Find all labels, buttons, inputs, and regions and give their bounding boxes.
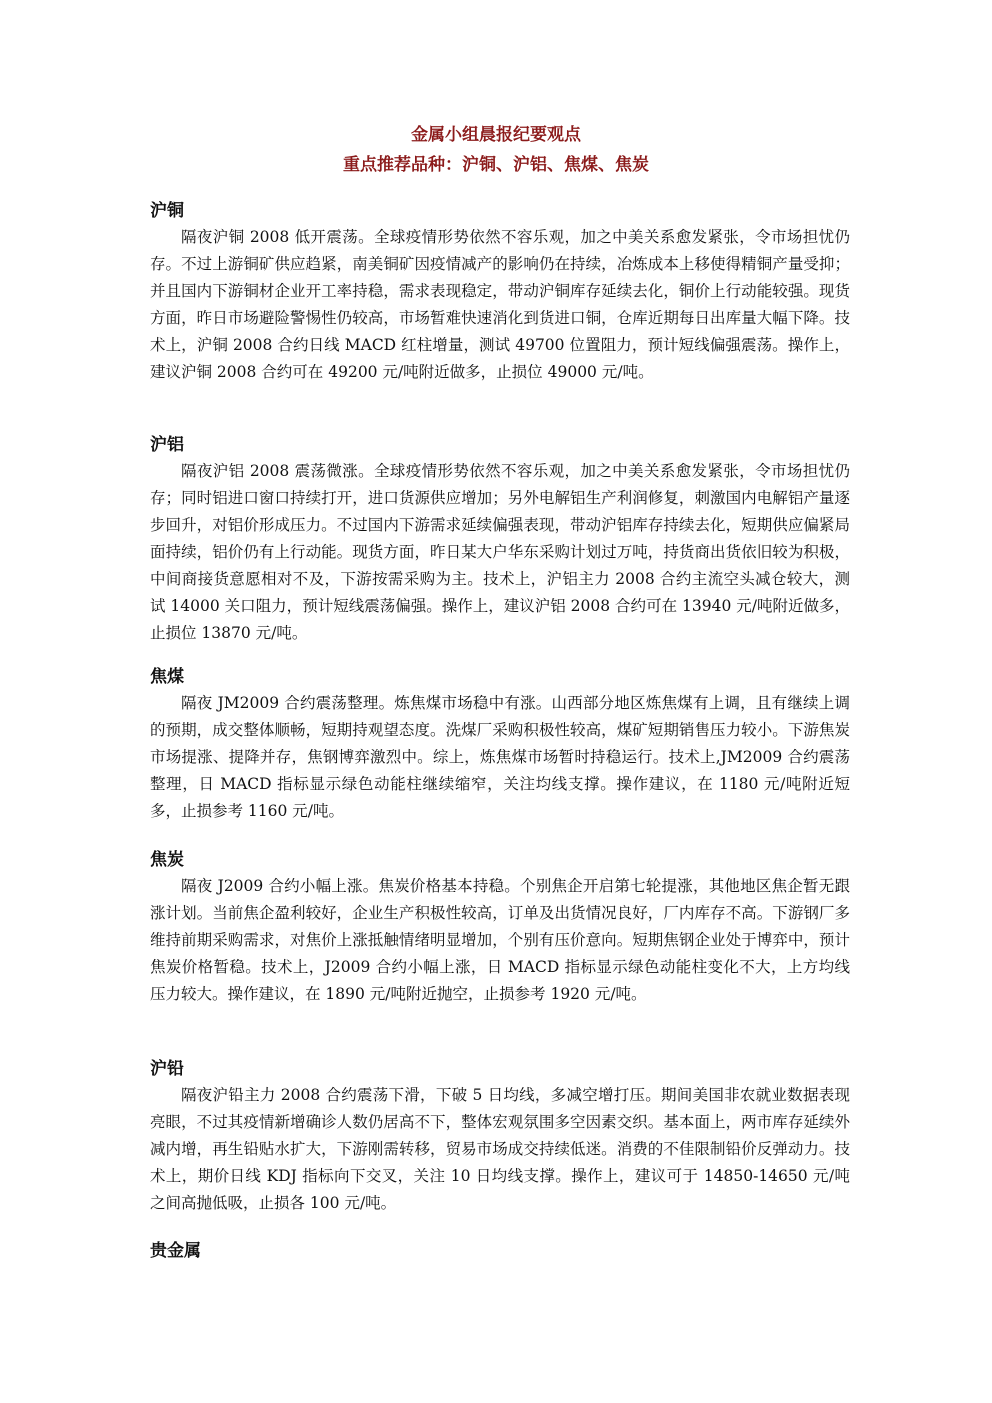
section-heading: 焦炭 <box>150 850 184 870</box>
section-body: 隔夜沪铜 2008 低开震荡。全球疫情形势依然不容乐观，加之中美关系愈发紧张，令市场担忧仍存。不过上游铜矿供应趋紧，南美铜矿因疫情减产的影响仍在持续，冶炼成本上移使得精铜产量受抑；并且国内下游铜材企业开工率持稳，需求表现稳定，带动沪铜库存延续去化，铜价上行动能较强。现货方面，昨日市场避险警惕性仍较高，市场暂难快速消化到货进口铜，仓库近期每日出库量大幅下降。技术上，沪铜 2008 合约日线 MACD 红柱增量，测试 49700 位置阻力，预计短线偏强震荡。操作上，建议沪铜 2008 合约可在 49200 元/吨附近做多，止损位 49000 元/吨。 <box>150 228 850 381</box>
section-heading: 沪铅 <box>150 1059 184 1079</box>
section-coking-coal <box>150 664 850 825</box>
document-title: 金属小组晨报纪要观点 <box>411 125 581 145</box>
title-block <box>0 120 992 180</box>
section-body: 隔夜 JM2009 合约震荡整理。炼焦煤市场稳中有涨。山西部分地区炼焦煤有上调，且有继续上调的预期，成交整体顺畅，短期持观望态度。洗煤厂采购积极性较高，煤矿短期销售压力较小。下游焦炭市场提涨、提降并存，焦钢博弈激烈中。综上，炼焦煤市场暂时持稳运行。技术上,JM2009 合约震荡整理，日 MACD 指标显示绿色动能柱继续缩窄，关注均线支撑。操作建议，在 1180 元/吨附近短多，止损参考 1160 元/吨。 <box>150 694 850 820</box>
section-body: 隔夜沪铝 2008 震荡微涨。全球疫情形势依然不容乐观，加之中美关系愈发紧张，令市场担忧仍存；同时铝进口窗口持续打开，进口货源供应增加；另外电解铝生产利润修复，刺激国内电解铝产量逐步回升，对铝价形成压力。不过国内下游需求延续偏强表现，带动沪铝库存持续去化，短期供应偏紧局面持续，铝价仍有上行动能。现货方面，昨日某大户华东采购计划过万吨，持货商出货依旧较为积极，中间商接货意愿相对不及，下游按需采购为主。技术上，沪铝主力 2008 合约主流空头减仓较大，测试 14000 关口阻力，预计短线震荡偏强。操作上，建议沪铝 2008 合约可在 13940 元/吨附近做多，止损位 13870 元/吨。 <box>150 462 850 642</box>
section-heading: 贵金属 <box>150 1241 201 1261</box>
section-aluminum <box>150 432 850 647</box>
section-heading: 沪铜 <box>150 201 184 221</box>
section-body: 隔夜沪铅主力 2008 合约震荡下滑，下破 5 日均线，多减空增打压。期间美国非农就业数据表现亮眼，不过其疫情新增确诊人数仍居高不下，整体宏观氛围多空因素交织。基本面上，两市库存延续外减内增，再生铅贴水扩大，下游刚需转移，贸易市场成交持续低迷。消费的不佳限制铅价反弹动力。技术上，期价日线 KDJ 指标向下交叉，关注 10 日均线支撑。操作上，建议可于 14850-14650 元/吨之间高抛低吸，止损各 100 元/吨。 <box>150 1086 850 1212</box>
section-coke <box>150 847 850 1008</box>
section-heading: 焦煤 <box>150 667 184 687</box>
document-subtitle: 重点推荐品种：沪铜、沪铝、焦煤、焦炭 <box>343 155 649 175</box>
section-body: 隔夜 J2009 合约小幅上涨。焦炭价格基本持稳。个别焦企开启第七轮提涨，其他地区焦企暂无跟涨计划。当前焦企盈利较好，企业生产积极性较高，订单及出货情况良好，厂内库存不高。下游钢厂多维持前期采购需求，对焦价上涨抵触情绪明显增加，个别有压价意向。短期焦钢企业处于博弈中，预计焦炭价格暂稳。技术上，J2009 合约小幅上涨，日 MACD 指标显示绿色动能柱变化不大，上方均线压力较大。操作建议，在 1890 元/吨附近抛空，止损参考 1920 元/吨。 <box>150 877 850 1003</box>
section-precious-metals <box>150 1238 850 1264</box>
section-heading: 沪铝 <box>150 435 184 455</box>
section-copper <box>150 198 850 386</box>
section-lead <box>150 1056 850 1217</box>
